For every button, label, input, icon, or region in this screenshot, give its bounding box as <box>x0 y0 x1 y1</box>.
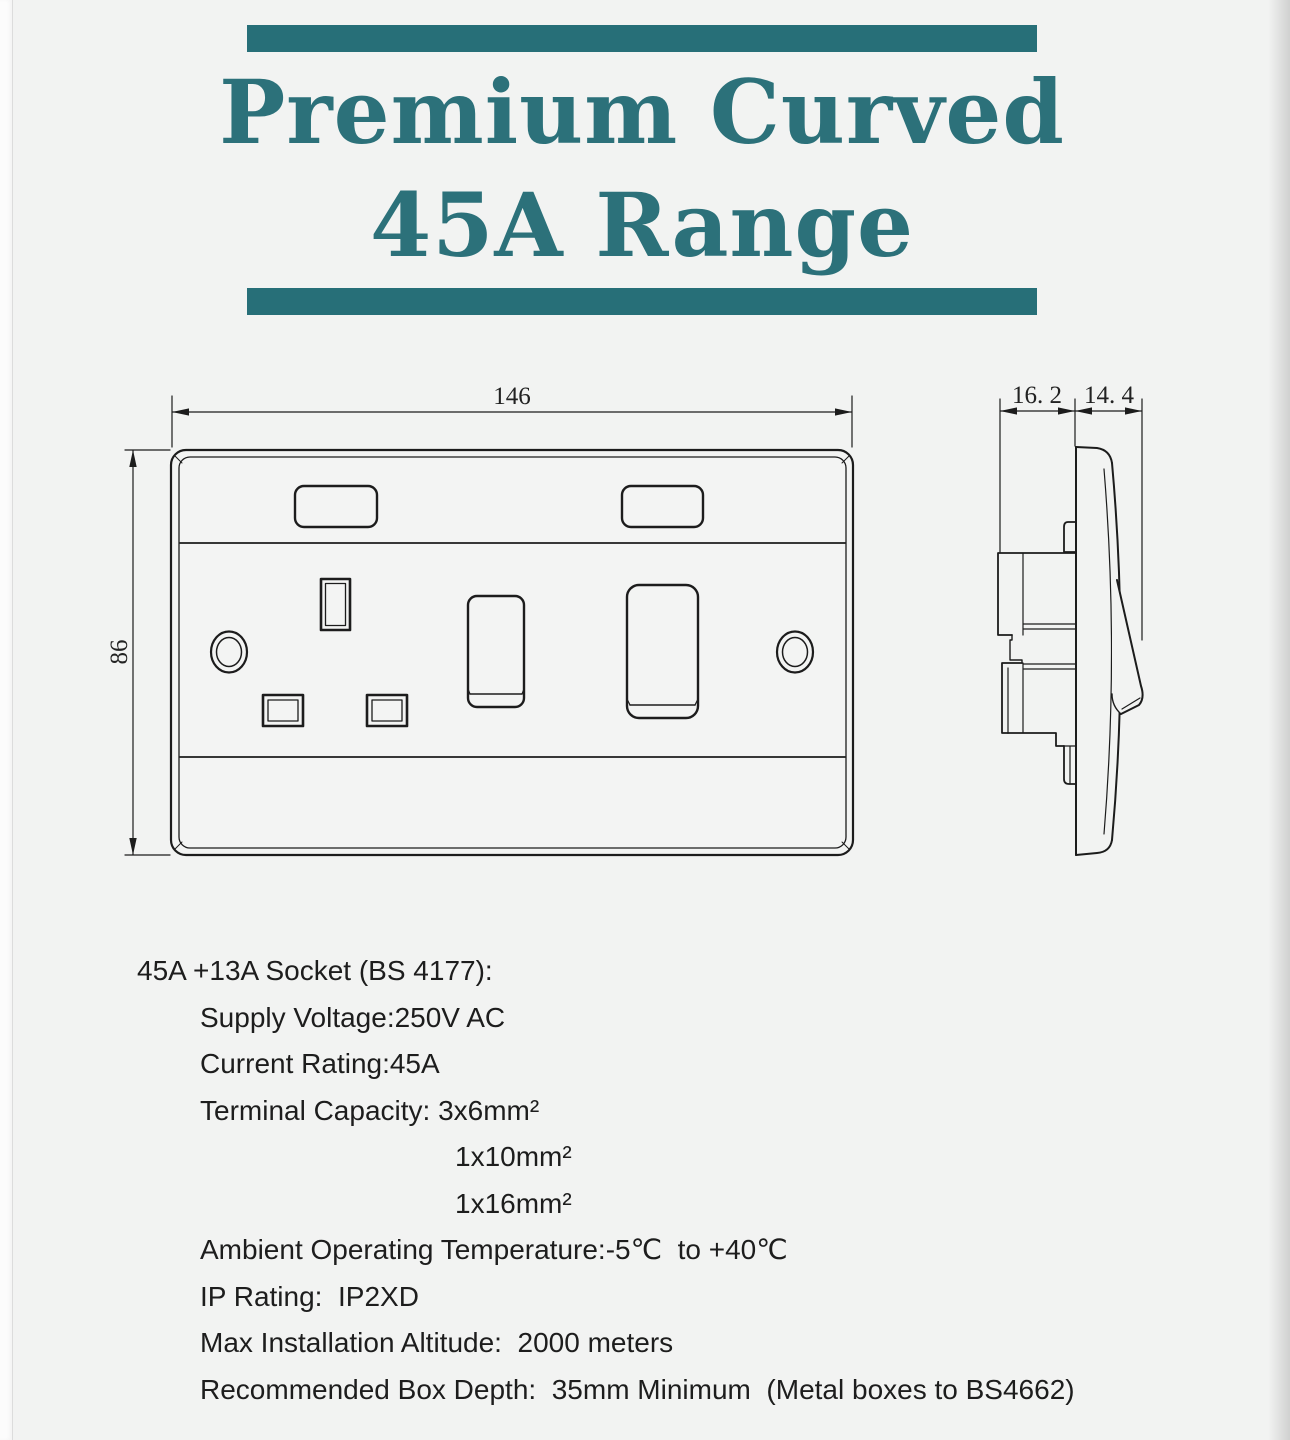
spec-box-depth: Recommended Box Depth: 35mm Minimum (Metal boxes to BS4662) <box>200 1373 1075 1405</box>
page-left-edge <box>0 0 13 1440</box>
specifications-block <box>137 948 1257 1413</box>
spec-heading: 45A +13A Socket (BS 4177): <box>137 955 493 986</box>
side-rocker-switch <box>1112 580 1143 714</box>
spec-ambient-temperature: Ambient Operating Temperature:-5℃ to +40℃ <box>200 1234 788 1265</box>
spec-terminal-capacity-2: 1x10mm² <box>455 1141 572 1172</box>
title-top-rule <box>247 25 1037 52</box>
title-bottom-rule <box>247 288 1037 315</box>
socket-side-view <box>998 447 1143 855</box>
spec-current-rating: Current Rating:45A <box>200 1048 440 1079</box>
socket-front-view <box>171 450 853 855</box>
spec-terminal-capacity: Terminal Capacity: 3x6mm² <box>200 1094 540 1126</box>
front-height-dimension <box>106 450 170 855</box>
spec-terminal-capacity-3: 1x16mm² <box>455 1187 572 1219</box>
side-box-depth-label: 16. 2 <box>1012 382 1062 409</box>
terminal-housing <box>998 522 1076 784</box>
page-right-edge-shadow <box>1268 0 1290 1440</box>
front-width-label: 146 <box>493 383 531 410</box>
side-plate-depth-label: 14. 4 <box>1084 382 1134 409</box>
front-width-dimension <box>172 383 852 447</box>
technical-drawing <box>0 360 1290 920</box>
spec-supply-voltage: Supply Voltage:250V AC <box>200 1001 506 1033</box>
spec-max-altitude: Max Installation Altitude: 2000 meters <box>200 1327 674 1358</box>
front-height-label: 86 <box>106 639 133 665</box>
page-title-line1: Premium Curved <box>219 60 1065 164</box>
page-title-line2: 45A Range <box>369 173 915 277</box>
spec-ip-rating: IP Rating: IP2XD <box>200 1280 419 1312</box>
plate-outer-edge <box>171 450 853 855</box>
